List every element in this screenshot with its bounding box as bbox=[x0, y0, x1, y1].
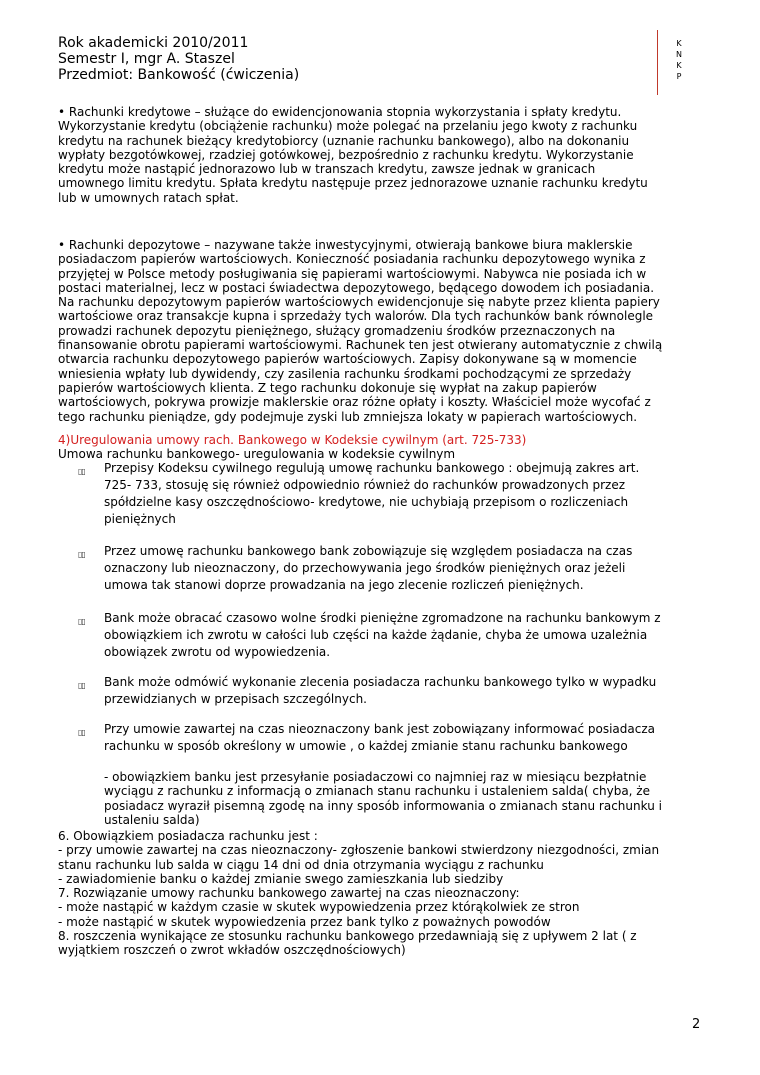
text-line: spółdzielne kasy oszczędnościowo- kredytowe, nie uchybiają przepisom o rozliczeniach bbox=[104, 495, 629, 509]
text-line: 6. Obowiązkiem posiadacza rachunku jest : bbox=[58, 829, 318, 843]
bullet-glyph: ▯▯ bbox=[78, 617, 85, 626]
text-line: kredytu może nastąpić jednorazowo lub w transzach kredytu, zawsze jednak w granicach bbox=[58, 162, 596, 177]
text-line: Przepisy Kodeksu cywilnego regulują umowę rachunku bankowego : obejmują zakres art. bbox=[104, 461, 640, 475]
text-line: 725- 733, stosuję się również odpowiednio również do rachunków prowadzonych przez bbox=[104, 478, 626, 492]
text-line: oznaczony lub nieoznaczony, do przechowywania jego środków pieniężnych oraz jeżeli bbox=[104, 561, 626, 575]
section-subheading: Umowa rachunku bankowego- uregulowania w kodeksie cywilnym bbox=[58, 447, 456, 462]
text-line: pieniężnych bbox=[104, 512, 176, 526]
header-semester: Semestr I, mgr A. Staszel bbox=[58, 51, 235, 67]
text-line: • Rachunki depozytowe – nazywane także inwestycyjnymi, otwierają bankowe biura maklerskie bbox=[58, 238, 633, 252]
text-line: posiadaczom papierów wartościowych. Konieczność posiadania rachunku depozytowego wynika z bbox=[58, 252, 646, 267]
text-line: postaci materialnej, lecz w postaci świadectwa depozytowego, będącego dowodem ich posiadania. bbox=[58, 280, 655, 295]
text-line: papierów wartościowych klienta. Z tego rachunku dokonuje się wypłat na zakup papierów bbox=[58, 380, 597, 395]
text-line: kredytu na rachunek bieżący kredytobiorcy (uznanie rachunku bankowego), albo na dokonaniu bbox=[58, 133, 630, 148]
text-line: finansowanie obrotu papierami wartościowymi. Rachunek ten jest otwierany automatycznie z chwilą bbox=[58, 338, 663, 353]
section-4-header bbox=[58, 433, 708, 462]
text-line: rachunku w sposób określony w umowie , o każdej zmianie stanu rachunku bankowego bbox=[104, 739, 628, 753]
bullet-glyph: ▯▯ bbox=[78, 550, 85, 559]
text-line: przewidzianych w przepisach szczególnych. bbox=[104, 692, 367, 706]
text-line: Przez umowę rachunku bankowego bank zobowiązuje się względem posiadacza na czas bbox=[104, 544, 633, 558]
text-line: umownego limitu kredytu. Spłata kredytu następuje przez jednorazowe uznanie rachunku kredytu bbox=[58, 176, 648, 191]
text-line: Wykorzystanie kredytu (obciążenie rachunku) może polegać na przelaniu jego kwoty z rachunku bbox=[58, 119, 638, 134]
paragraph-credit-accounts bbox=[58, 105, 708, 205]
text-line: otwarcia rachunku depozytowego papierów wartościowych. Zapisy dokonywane są w momencie bbox=[58, 352, 637, 367]
text-line: tego rachunku pieniądze, gdy podejmuje zyski lub zmniejsza lokaty w papierach wartościowych. bbox=[58, 409, 638, 424]
page-number: 2 bbox=[692, 1017, 701, 1032]
text-line: • Rachunki kredytowe – służące do ewidencjonowania stopnia wykorzystania i spłaty kredytu. bbox=[58, 105, 622, 119]
text-line: wypłaty bezgotówkowej, rzadziej gotówkowej, bezpośrednio z rachunku kredytu. Wykorzystanie bbox=[58, 147, 634, 162]
bullet-glyph: ▯▯ bbox=[78, 681, 85, 690]
text-line: stanu rachunku lub salda w ciągu 14 dni od dnia otrzymania wyciągu z rachunku bbox=[58, 857, 544, 872]
text-line: Bank może odmówić wykonanie zlecenia posiadacza rachunku bankowego tylko w wypadku bbox=[104, 675, 657, 689]
document-header bbox=[58, 35, 299, 83]
logo-letter: P bbox=[676, 72, 682, 81]
text-line: - może nastąpić w skutek wypowiedzenia przez bank tylko z poważnych powodów bbox=[58, 914, 551, 929]
text-line: posiadacz wyraził pisemną zgodę na inny sposób informowania o zmianach stanu rachunku i bbox=[104, 798, 662, 813]
logo-letter: K bbox=[676, 39, 682, 48]
text-line: wniesienia wpłaty lub dywidendy, czy zasilenia rachunku środkami pochodzącymi ze sprzedaży bbox=[58, 366, 632, 381]
text-line: wartościowych, pokrywa prowizje maklerskie oraz różne opłaty i koszty. Właściciel może wycofać z bbox=[58, 395, 651, 410]
text-line: - przy umowie zawartej na czas nieoznaczony- zgłoszenie bankowi stwierdzony niezgodności, zmian bbox=[58, 843, 660, 858]
logo-letter: K bbox=[676, 61, 682, 70]
points-6-to-8 bbox=[58, 829, 708, 958]
text-line: 8. roszczenia wynikające ze stosunku rachunku bankowego przedawniają się z upływem 2 lat ( z bbox=[58, 929, 637, 944]
bullet-glyph: ▯▯ bbox=[78, 467, 85, 476]
header-subject: Przedmiot: Bankowość (ćwiczenia) bbox=[58, 67, 300, 83]
paragraph-deposit-accounts bbox=[58, 238, 708, 424]
section-heading: 4)Uregulowania umowy rach. Bankowego w Kodeksie cywilnym (art. 725-733) bbox=[58, 433, 527, 447]
text-line: - obowiązkiem banku jest przesyłanie posiadaczowi co najmniej raz w miesiącu bezpłatnie bbox=[104, 770, 647, 784]
text-line: - zawiadomienie banku o każdej zmianie swego zamieszkania lub siedziby bbox=[58, 871, 504, 886]
text-line: lub w umownych ratach spłat. bbox=[58, 190, 239, 205]
header-academic-year: Rok akademicki 2010/2011 bbox=[58, 35, 249, 51]
text-line: - może nastąpić w każdym czasie w skutek wypowiedzenia przez którąkolwiek ze stron bbox=[58, 900, 580, 915]
bank-obligation-note bbox=[104, 770, 708, 827]
text-line: umowa tak stanowi doprze prowadzania na jego zlecenie rozliczeń pieniężnych. bbox=[104, 578, 584, 592]
text-line: obowiązek zwrotu od wypowiedzenia. bbox=[104, 645, 331, 659]
text-line: wyjątkiem roszczeń o zwrot wkładów oszczędnościowych) bbox=[58, 943, 406, 958]
text-line: wyciągu z rachunku z informacją o zmianach stanu rachunku i ustaleniem salda( chyba, że bbox=[104, 784, 650, 799]
text-line: 7. Rozwiązanie umowy rachunku bankowego zawartej na czas nieoznaczony: bbox=[58, 886, 520, 901]
text-line: Na rachunku depozytowym papierów wartościowych ewidencjonuje się nabyte przez klienta papiery bbox=[58, 295, 660, 310]
text-line: obowiązkiem ich zwrotu w całości lub części na każde żądanie, chyba że umowa uzależnia bbox=[104, 628, 648, 642]
text-line: Bank może obracać czasowo wolne środki pieniężne zgromadzone na rachunku bankowym z bbox=[104, 611, 661, 625]
text-line: wartościowe oraz transakcje kupna i sprzedaży tych walorów. Dla tych rachunków bank równolegle bbox=[58, 309, 654, 324]
knkp-logo bbox=[673, 38, 685, 82]
logo-divider-line bbox=[657, 30, 658, 95]
bullet-glyph: ▯▯ bbox=[78, 728, 85, 737]
text-line: ustaleniu salda) bbox=[104, 812, 200, 827]
text-line: prowadzi rachunek depozytu pieniężnego, służący gromadzeniu środków przeznaczonych na bbox=[58, 323, 616, 338]
logo-letter: N bbox=[676, 50, 682, 59]
text-line: Przy umowie zawartej na czas nieoznaczony bank jest zobowiązany informować posiadacza bbox=[104, 722, 655, 736]
text-line: przyjętej w Polsce metody posługiwania się papierami wartościowymi. Nabywca nie posiada ich w bbox=[58, 266, 647, 281]
